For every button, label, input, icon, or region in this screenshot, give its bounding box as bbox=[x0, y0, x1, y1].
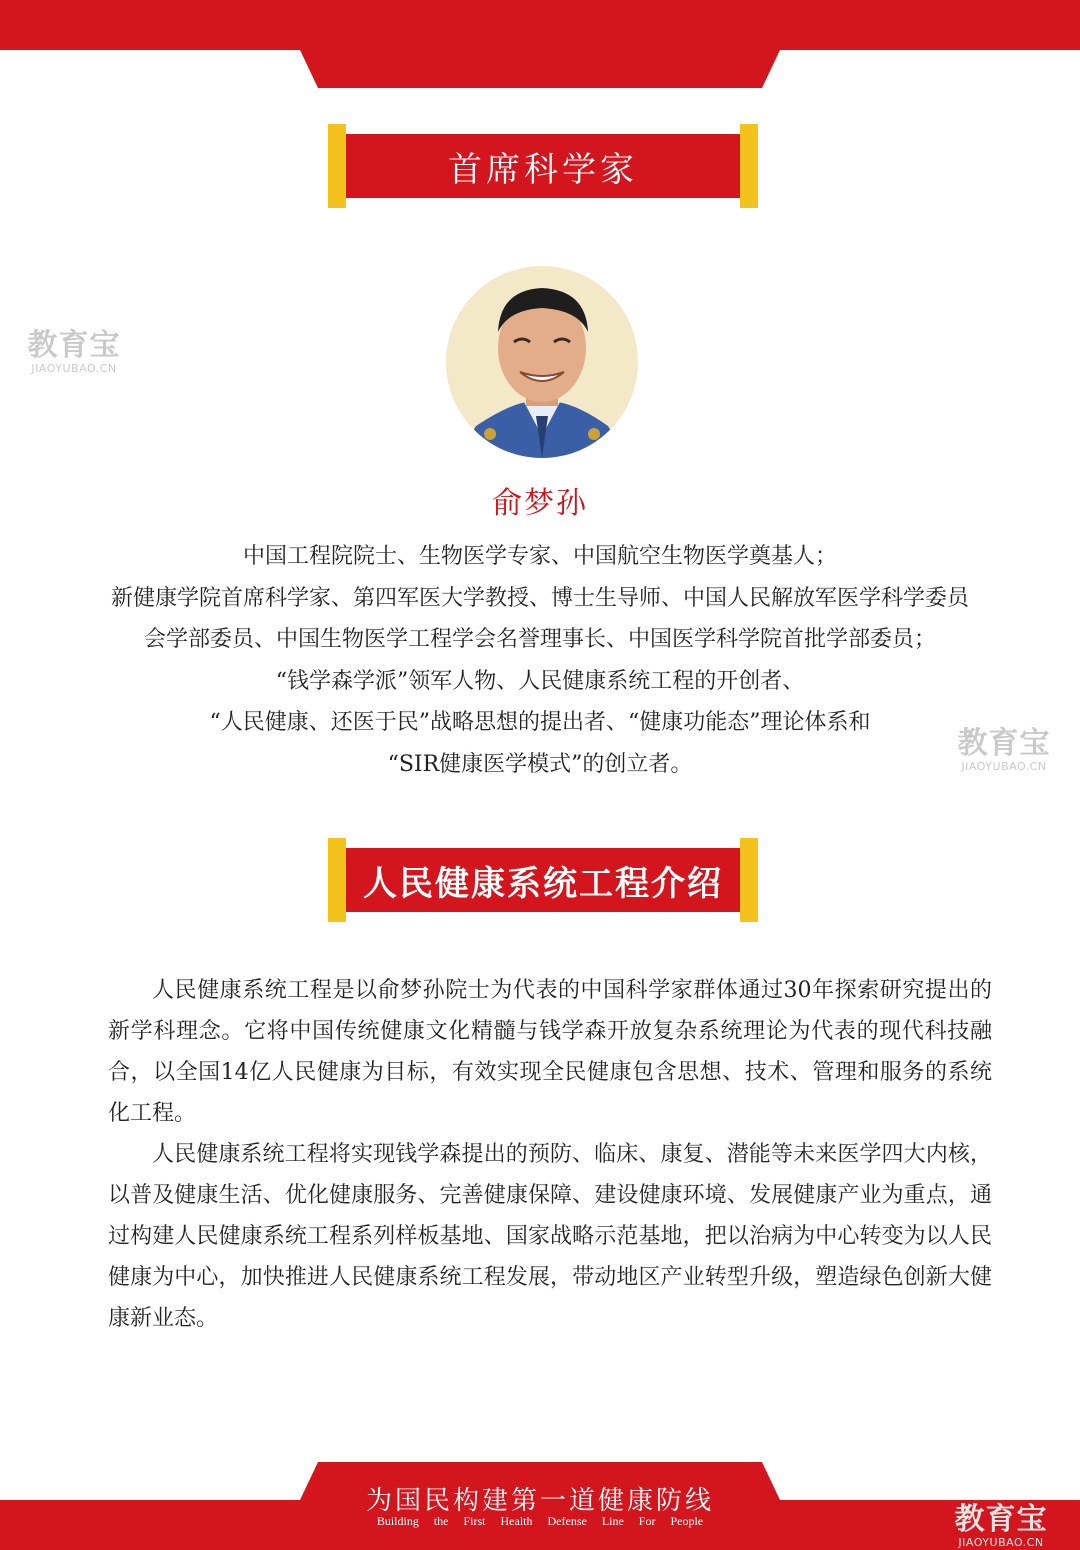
watermark-logo: 教育宝 bbox=[27, 328, 121, 363]
banner-left-cap bbox=[328, 838, 346, 922]
watermark-logo: 教育宝 bbox=[954, 1502, 1048, 1537]
section-title: 人民健康系统工程介绍 bbox=[346, 848, 740, 912]
scientist-portrait bbox=[446, 266, 638, 458]
intro-text bbox=[108, 970, 992, 1339]
scientist-bio bbox=[40, 536, 1040, 785]
bio-line: “钱学森学派”领军人物、人民健康系统工程的开创者、 bbox=[275, 668, 805, 694]
watermark bbox=[18, 330, 130, 375]
bio-line: 中国工程院院士、生物医学专家、中国航空生物医学奠基人； bbox=[242, 544, 837, 569]
section-banner-chief-scientist bbox=[328, 124, 758, 208]
watermark bbox=[940, 1504, 1062, 1549]
bio-line: 新健康学院首席科学家、第四军医大学教授、博士生导师、中国人民解放军医学科学委员 bbox=[110, 585, 969, 611]
watermark-logo: 教育宝 bbox=[957, 726, 1051, 761]
banner-left-cap bbox=[328, 124, 346, 208]
intro-paragraph: 人民健康系统工程是以俞梦孙院士为代表的中国科学家群体通过30年探索研究提出的新学科理念。它将中国传统健康文化精髓与钱学森开放复杂系统理论为代表的现代科技融合，以全国14亿人民健康为目标，有效实现全民健康包含思想、技术、管理和服务的系统化工程。 bbox=[108, 978, 992, 1126]
bio-line: “SIR健康医学模式”的创立者。 bbox=[387, 751, 693, 777]
top-red-band bbox=[0, 0, 1080, 88]
watermark bbox=[948, 728, 1060, 773]
watermark-url: JIAOYUBAO.CN bbox=[958, 1536, 1044, 1549]
section-title: 首席科学家 bbox=[346, 134, 740, 198]
bio-line: “人民健康、还医于民”战略思想的提出者、“健康功能态”理论体系和 bbox=[209, 710, 871, 735]
bio-line: 会学部委员、中国生物医学工程学会名誉理事长、中国医学科学院首批学部委员； bbox=[143, 627, 936, 652]
watermark-url: JIAOYUBAO.CN bbox=[31, 362, 117, 375]
footer-slogan-en: Building the First Health Defense Line For People bbox=[376, 1514, 704, 1528]
footer-slogan: 为国民构建第一道健康防线 bbox=[365, 1486, 714, 1516]
banner-right-cap bbox=[740, 124, 758, 208]
section-banner-intro bbox=[328, 838, 758, 922]
watermark-url: JIAOYUBAO.CN bbox=[961, 760, 1047, 773]
intro-paragraph: 人民健康系统工程将实现钱学森提出的预防、临床、康复、潜能等未来医学四大内核，以普及健康生活、优化健康服务、完善健康保障、建设健康环境、发展健康产业为重点，通过构建人民健康系统工程系列样板基地、国家战略示范基地，把以治病为中心转变为以人民健康为中心，加快推进人民健康系统工程发展，带动地区产业转型升级，塑造绿色创新大健康新业态。 bbox=[108, 1142, 992, 1331]
banner-right-cap bbox=[740, 838, 758, 922]
scientist-name: 俞梦孙 bbox=[492, 486, 588, 521]
